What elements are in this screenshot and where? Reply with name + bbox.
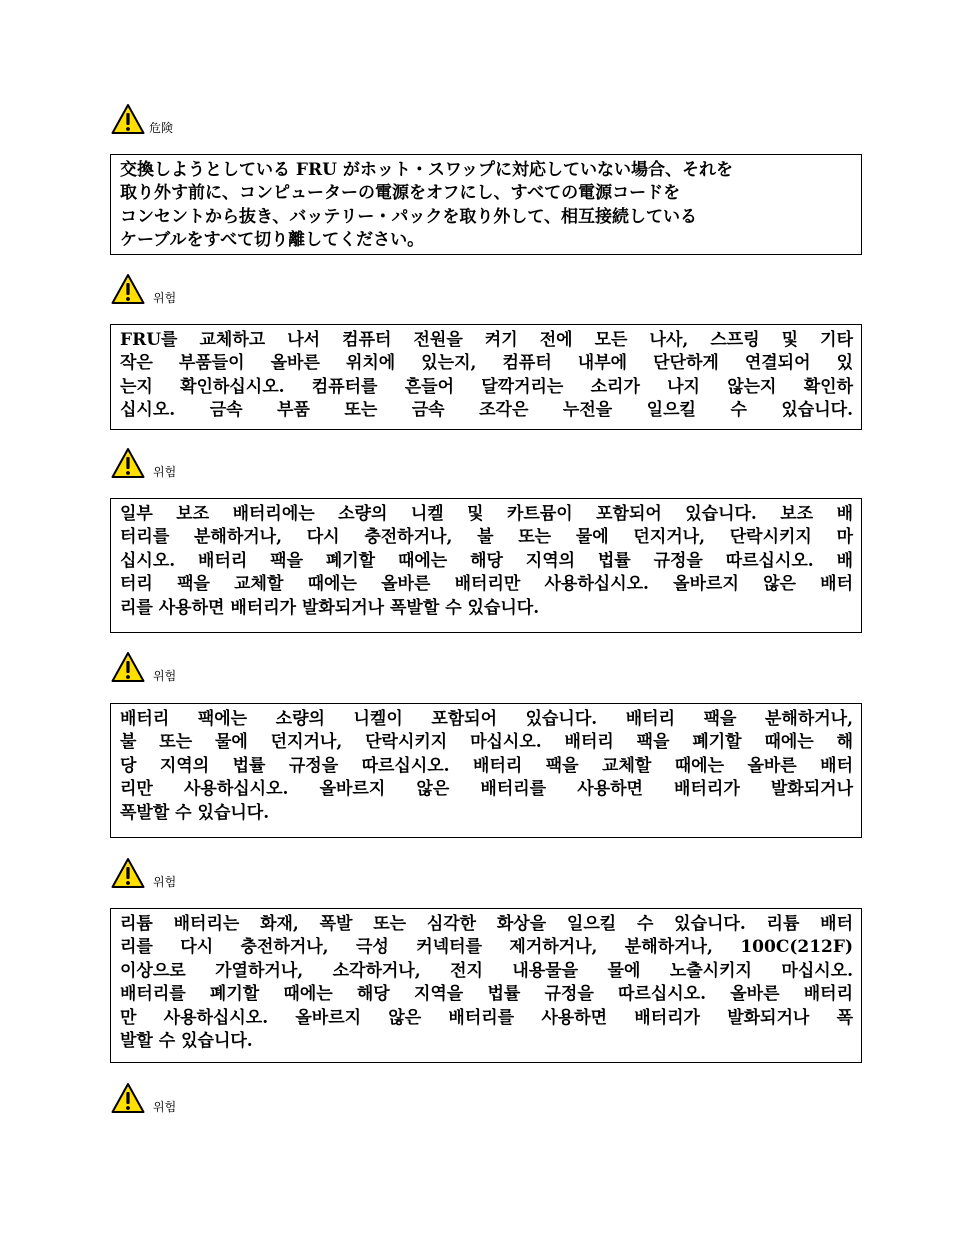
- notice-heading: [111, 445, 176, 479]
- warning-triangle-icon: [111, 857, 145, 889]
- notice-line: 交換しようとしている FRU がホット・スワップに対応していない場合、それを: [120, 160, 734, 180]
- notice-line: 십시오. 금속 부품 또는 금속 조각은 누전을 일으킬 수 있습니다.: [120, 400, 853, 421]
- notice-line: 리를 사용하면 배터리가 발화되거나 폭발할 수 있습니다.: [120, 597, 540, 618]
- notice-line: 불 또는 물에 던지거나, 단락시키지 마십시오. 배터리 팩을 폐기할 때에는 해: [120, 732, 853, 753]
- notice-heading-label: 위험: [153, 875, 177, 889]
- notice-line: FRU를 교체하고 나서 컴퓨터 전원을 켜기 전에 모든 나사, 스프링 및 기타: [120, 330, 853, 350]
- notice-line: 取り外す前に、コンピューターの電源をオフにし、すべての電源コードを: [120, 183, 681, 204]
- notice-line: 십시오. 배터리 팩을 폐기할 때에는 해당 지역의 법률 규정을 따르십시오. 배: [120, 550, 853, 571]
- notice-heading: [111, 649, 176, 683]
- warning-triangle-icon: [111, 273, 145, 305]
- notice-box: [110, 703, 862, 838]
- notice-box: [110, 324, 862, 430]
- warning-triangle-icon: [111, 447, 145, 479]
- notice-heading-label: 위험: [153, 465, 177, 479]
- notice-box: [110, 908, 862, 1063]
- notice-line: 리만 사용하십시오. 올바르지 않은 배터리를 사용하면 배터리가 발화되거나: [120, 779, 853, 800]
- notice-line: 리튬 배터리는 화재, 폭발 또는 심각한 화상을 일으킬 수 있습니다. 리튬 배터: [120, 914, 853, 934]
- notice-line: 리를 다시 충전하거나, 극성 커넥터를 제거하거나, 분해하거나, 100C(212F): [120, 937, 853, 958]
- notice-line: 배터리 팩에는 소량의 니켈이 포함되어 있습니다. 배터리 팩을 분해하거나,: [120, 709, 853, 729]
- notice-line: 이상으로 가열하거나, 소각하거나, 전지 내용물을 물에 노출시키지 마십시오.: [120, 960, 853, 981]
- notice-line: 터리를 분해하거나, 다시 충전하거나, 불 또는 물에 던지거나, 단락시키지 마: [120, 527, 853, 548]
- notice-box: [110, 498, 862, 633]
- notice-line: 만 사용하십시오. 올바르지 않은 배터리를 사용하면 배터리가 발화되거나 폭: [120, 1007, 853, 1028]
- notice-line: 일부 보조 배터리에는 소량의 니켈 및 카트뮴이 포함되어 있습니다. 보조 배: [120, 504, 853, 524]
- notice-line: コンセントから抜き、バッテリー・パックを取り外して、相互接続している: [120, 206, 697, 227]
- notice-heading-label: 위험: [153, 669, 177, 683]
- notice-line: ケーブルをすべて切り離してください。: [120, 230, 425, 251]
- warning-triangle-icon: [111, 1082, 145, 1114]
- warning-triangle-icon: [111, 651, 145, 683]
- notice-heading-label: 위험: [153, 291, 177, 305]
- notice-line: 폭발할 수 있습니다.: [120, 802, 270, 823]
- warning-triangle-icon: [111, 103, 145, 135]
- notice-heading: [111, 855, 176, 889]
- notice-line: 당 지역의 법률 규정을 따르십시오. 배터리 팩을 교체할 때에는 올바른 배터: [120, 755, 853, 776]
- notice-line: 터리 팩을 교체할 때에는 올바른 배터리만 사용하십시오. 올바르지 않은 배터: [120, 574, 853, 595]
- notice-heading: [111, 271, 176, 305]
- notice-line: 작은 부품들이 올바른 위치에 있는지, 컴퓨터 내부에 단단하게 연결되어 있: [120, 353, 853, 374]
- notice-line: 발할 수 있습니다.: [120, 1031, 253, 1052]
- notice-heading-label: 危険: [149, 121, 174, 135]
- notice-heading: [111, 101, 173, 135]
- notice-heading: [111, 1080, 176, 1114]
- notice-box: [110, 154, 862, 255]
- notice-line: 배터리를 폐기할 때에는 해당 지역을 법률 규정을 따르십시오. 올바른 배터리: [120, 984, 853, 1005]
- notice-line: 는지 확인하십시오. 컴퓨터를 흔들어 달깍거리는 소리가 나지 않는지 확인하: [120, 376, 853, 397]
- notice-heading-label: 위험: [153, 1100, 177, 1114]
